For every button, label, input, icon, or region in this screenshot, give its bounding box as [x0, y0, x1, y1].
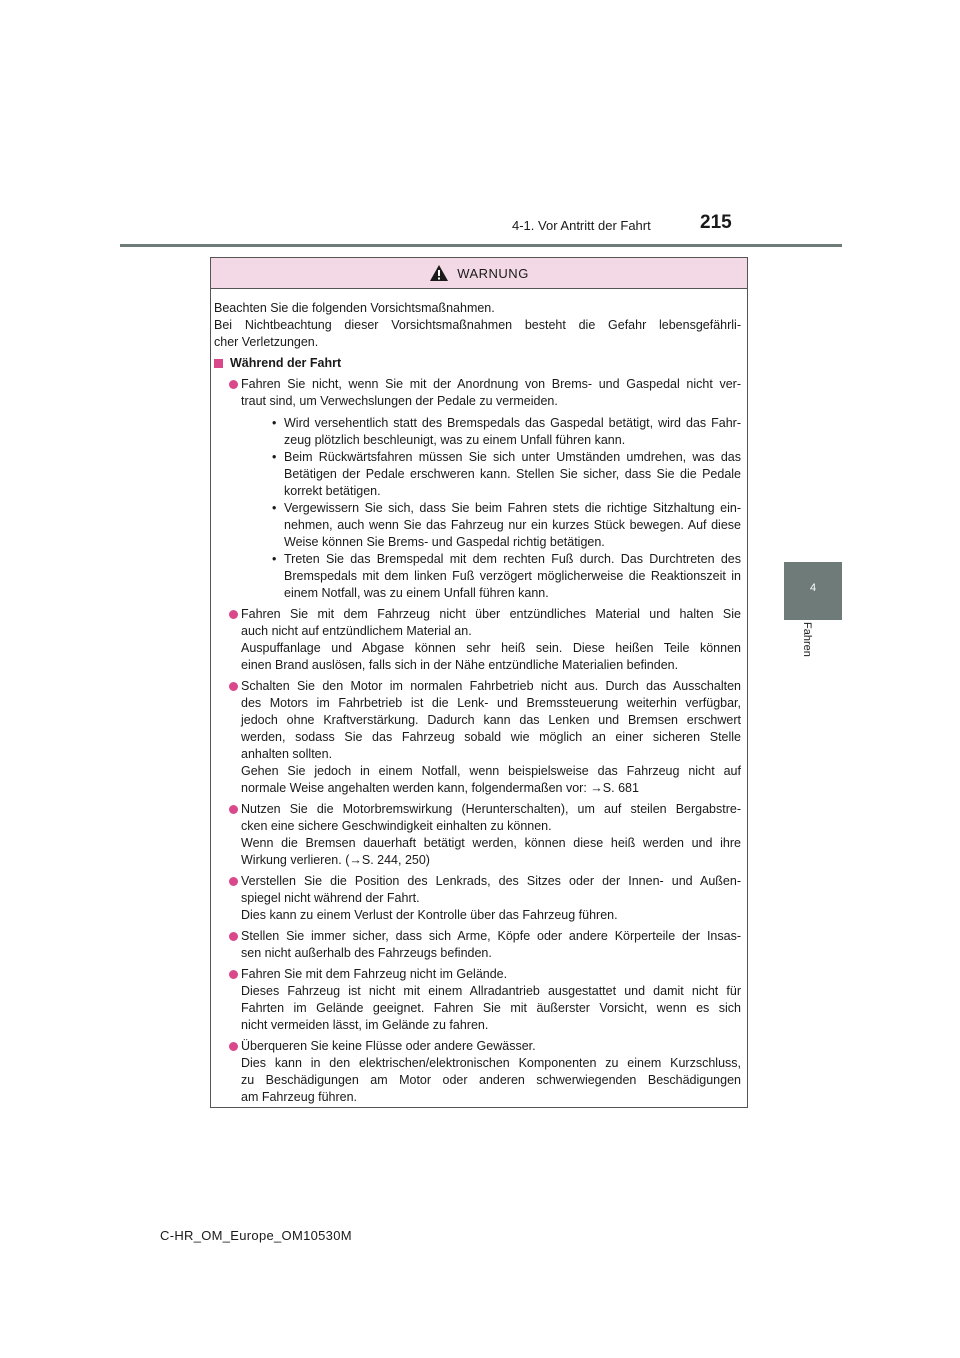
bullet-line: jedoch ohne Kraftverstärkung. Dadurch kann das Lenken und Bremsen erschwert: [241, 713, 741, 727]
warning-bullet: [214, 1038, 741, 1106]
section-heading-text: Während der Fahrt: [230, 356, 342, 370]
bullet-line: werden, sodass Sie das Fahrzeug sobald wie möglich an einer sicheren Stelle: [241, 730, 741, 744]
warning-bullet: [214, 801, 741, 869]
bullet-line: Dieses Fahrzeug ist nicht mit einem Allradantrieb ausgestattet und damit nicht für: [241, 984, 741, 998]
warning-bullet: [214, 376, 741, 602]
warning-intro: [214, 300, 741, 351]
warning-title: WARNUNG: [457, 265, 529, 281]
sub-item-line: Treten Sie das Bremspedal mit dem rechten Fuß durch. Das Durchtreten des: [284, 552, 741, 566]
circle-bullet-icon: [229, 805, 238, 814]
bullet-line: am Fahrzeug führen.: [241, 1090, 358, 1104]
bullet-line: Auspuffanlage und Abgase können sehr heiß sein. Diese heißen Teile können: [241, 641, 741, 655]
bullet-line: Schalten Sie den Motor im normalen Fahrbetrieb nicht aus. Durch das Ausschalten: [241, 679, 741, 693]
bullet-line: Wirkung verlieren. (→S. 244, 250): [241, 853, 430, 867]
warning-bullet: [214, 678, 741, 797]
circle-bullet-icon: [229, 380, 238, 389]
header-rule: [120, 244, 842, 247]
bullet-line: Überqueren Sie keine Flüsse oder andere Gewässer.: [241, 1039, 536, 1053]
warning-bullet: [214, 966, 741, 1034]
bullet-line: Fahrten im Gelände geeignet. Fahren Sie mit äußerster Vorsicht, wenn es sich: [241, 1001, 741, 1015]
section-heading: [214, 355, 741, 372]
sub-item: [241, 551, 741, 602]
intro-line: Beachten Sie die folgenden Vorsichtsmaßnahmen.: [214, 301, 495, 315]
sub-item-line: nehmen, auch wenn Sie das Fahrzeug nur ein kurzes Stück bewegen. Auf diese: [284, 518, 741, 532]
bullet-line: Fahren Sie nicht, wenn Sie mit der Anordnung von Brems- und Gaspedal nicht ver-: [241, 377, 741, 391]
bullet-line: des Motors im Fahrbetrieb ist die Lenk- und Bremssteuerung weiterhin verfügbar,: [241, 696, 741, 710]
bullet-line: traut sind, um Verwechslungen der Pedale zu vermeiden.: [241, 394, 558, 408]
bullet-line: normale Weise angehalten werden kann, folgendermaßen vor: →S. 681: [241, 781, 639, 795]
circle-bullet-icon: [229, 610, 238, 619]
sub-item-line: Betätigen der Pedale erschweren kann. Stellen Sie sicher, dass Sie die Pedale: [284, 467, 741, 481]
bullet-line: Verstellen Sie die Position des Lenkrads, des Sitzes oder der Innen- und Außen-: [241, 874, 741, 888]
bullet-line: zu Beschädigungen am Motor oder anderen schwerwiegenden Beschädigungen: [241, 1073, 741, 1087]
warning-header: [211, 258, 747, 289]
document-id: C-HR_OM_Europe_OM10530M: [160, 1228, 352, 1243]
chapter-number: 4: [809, 582, 817, 594]
bullet-line: einen Brand auslösen, falls sich in der Nähe entzündliche Materialien befinden.: [241, 658, 679, 672]
sub-item-line: Beim Rückwärtsfahren müssen Sie sich unter Umständen umdrehen, was das: [284, 450, 741, 464]
sub-item-line: Weise können Sie Brems- und Gaspedal richtig betätigen.: [284, 535, 605, 549]
bullet-line: anhalten sollten.: [241, 747, 333, 761]
warning-box: [210, 257, 748, 1108]
page-number: 215: [700, 212, 732, 233]
bullet-line: spiegel nicht während der Fahrt.: [241, 891, 420, 905]
bullet-line: Dies kann in den elektrischen/elektronischen Komponenten zu einem Kurzschluss,: [241, 1056, 741, 1070]
bullet-line: Fahren Sie mit dem Fahrzeug nicht über entzündliches Material und halten Sie: [241, 607, 741, 621]
chapter-label-text: Fahren: [801, 622, 813, 657]
bullet-line: nicht vermeiden lässt, im Gelände zu fahren.: [241, 1018, 489, 1032]
sub-list: [241, 415, 741, 602]
sub-item-line: Vergewissern Sie sich, dass Sie beim Fahren stets die richtige Sitzhaltung ein-: [284, 501, 741, 515]
sub-item-line: zeug plötzlich beschleunigt, was zu einem Unfall führen kann.: [284, 433, 626, 447]
circle-bullet-icon: [229, 932, 238, 941]
sub-item: [241, 415, 741, 449]
warning-bullet: [214, 606, 741, 674]
circle-bullet-icon: [229, 970, 238, 979]
sub-item: [241, 500, 741, 551]
circle-bullet-icon: [229, 1042, 238, 1051]
warning-bullet: [214, 873, 741, 924]
circle-bullet-icon: [229, 877, 238, 886]
bullet-line: Wenn die Bremsen dauerhaft betätigt werden, können diese heiß werden und ihre: [241, 836, 741, 850]
sub-bullet-marker: •: [272, 552, 277, 566]
bullet-line: sen nicht außerhalb des Fahrzeugs befinden.: [241, 946, 492, 960]
section-title: 4-1. Vor Antritt der Fahrt: [512, 218, 651, 233]
intro-line: Bei Nichtbeachtung dieser Vorsichtsmaßnahmen besteht die Gefahr lebensgefährli-: [214, 318, 741, 332]
sub-item-line: einem Notfall, was zu einem Unfall führen kann.: [284, 586, 549, 600]
warning-triangle-icon: [429, 264, 449, 282]
sub-item-line: Wird versehentlich statt des Bremspedals das Gaspedal betätigt, wird das Fahr-: [284, 416, 741, 430]
square-bullet-icon: [214, 359, 223, 368]
bullet-line: Fahren Sie mit dem Fahrzeug nicht im Gelände.: [241, 967, 508, 981]
warning-bullet: [214, 928, 741, 962]
bullet-line: Gehen Sie jedoch in einem Notfall, wenn beispielsweise das Fahrzeug nicht auf: [241, 764, 741, 778]
sub-item-line: Bremspedals mit dem linken Fuß verzögert möglicherweise die Reaktionszeit in: [284, 569, 741, 583]
bullet-line: auch nicht auf entzündlichem Material an.: [241, 624, 472, 638]
warning-body: [211, 289, 747, 1106]
bullet-line: Stellen Sie immer sicher, dass sich Arme, Köpfe oder andere Körperteile der Insas-: [241, 929, 741, 943]
sub-item-line: korrekt betätigen.: [284, 484, 381, 498]
chapter-label: [788, 622, 838, 682]
bullet-line: Dies kann zu einem Verlust der Kontrolle über das Fahrzeug führen.: [241, 908, 618, 922]
intro-line: cher Verletzungen.: [214, 335, 319, 349]
sub-bullet-marker: •: [272, 501, 277, 515]
circle-bullet-icon: [229, 682, 238, 691]
bullet-line: Nutzen Sie die Motorbremswirkung (Herunterschalten), um auf steilen Bergabstre-: [241, 802, 741, 816]
sub-item: [241, 449, 741, 500]
sub-bullet-marker: •: [272, 416, 277, 430]
bullet-line: cken eine sichere Geschwindigkeit einhalten zu können.: [241, 819, 552, 833]
sub-bullet-marker: •: [272, 450, 277, 464]
chapter-tab[interactable]: [784, 562, 842, 620]
